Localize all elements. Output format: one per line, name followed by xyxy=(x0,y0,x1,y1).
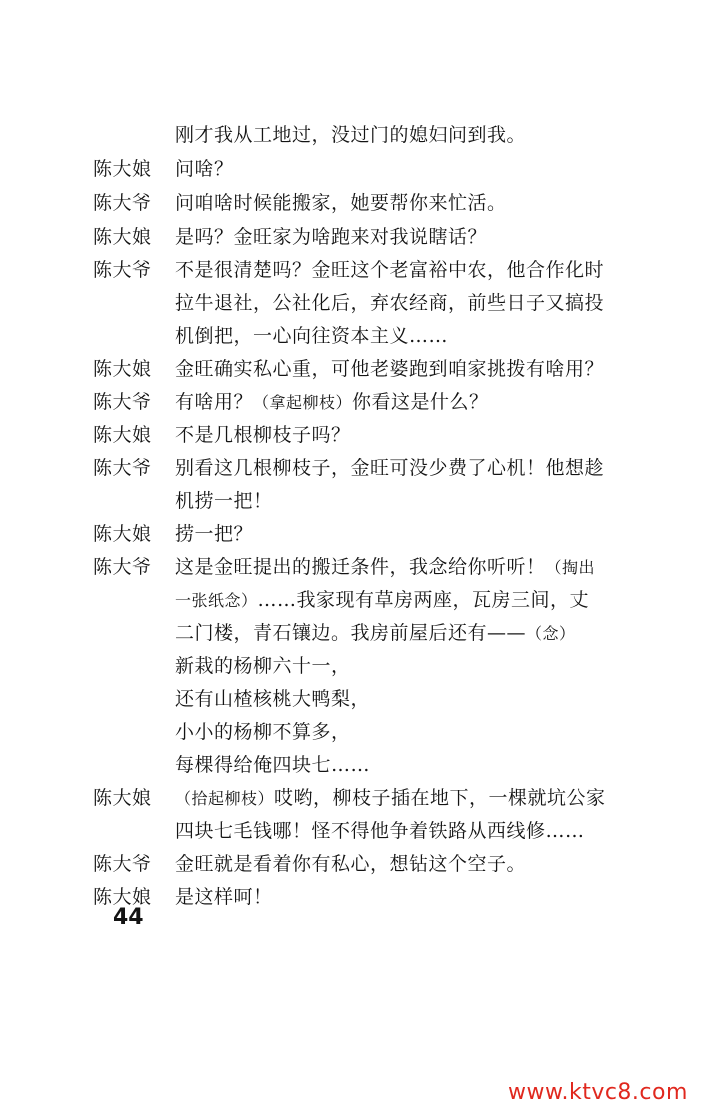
dialogue-line xyxy=(175,357,604,381)
dialogue-text: 机捞一把！ xyxy=(175,490,273,512)
dialogue-line xyxy=(175,123,526,147)
dialogue-text: 小小的杨柳不算多， xyxy=(175,721,351,743)
dialogue-text: 是吗？金旺家为啥跑来对我说瞎话？ xyxy=(175,226,488,248)
speaker-name: 陈大爷 xyxy=(93,457,152,479)
watermark-url: www.ktvc8.com xyxy=(508,1080,688,1105)
dialogue-line xyxy=(175,324,448,348)
speaker-name: 陈大爷 xyxy=(93,556,152,578)
stage-direction: （念） xyxy=(526,624,576,643)
dialogue-text: 不是很清楚吗？金旺这个老富裕中农，他合作化时 xyxy=(175,259,605,281)
speaker-name: 陈大娘 xyxy=(93,158,152,180)
dialogue-line xyxy=(175,852,526,876)
dialogue-line xyxy=(175,786,606,811)
speaker-name: 陈大爷 xyxy=(93,853,152,875)
dialogue-line xyxy=(175,390,489,415)
dialogue-text: 是这样呵！ xyxy=(175,886,273,908)
dialogue-line xyxy=(175,687,370,711)
dialogue-line xyxy=(175,621,576,646)
dialogue-text: 机倒把，一心向往资本主义…… xyxy=(175,325,449,347)
dialogue-text-continued: 哎哟，柳枝子插在地下，一棵就坑公家 xyxy=(274,787,606,809)
stage-direction: （拾起柳枝） xyxy=(175,789,275,808)
dialogue-line xyxy=(175,423,351,447)
dialogue-line xyxy=(175,157,234,181)
dialogue-line xyxy=(175,191,507,215)
speaker-name: 陈大娘 xyxy=(93,886,152,908)
speaker-name: 陈大娘 xyxy=(93,424,152,446)
dialogue-line xyxy=(175,588,589,613)
dialogue-text: 刚才我从工地过，没过门的媳妇问到我。 xyxy=(175,124,527,146)
speaker-name: 陈大娘 xyxy=(93,787,152,809)
speaker-name: 陈大爷 xyxy=(93,259,152,281)
dialogue-text: 问啥？ xyxy=(175,158,234,180)
page-number: 44 xyxy=(113,905,144,930)
speaker-name: 陈大娘 xyxy=(93,523,152,545)
dialogue-text: 有啥用？ xyxy=(175,391,254,413)
dialogue-line xyxy=(175,258,604,282)
dialogue-text: 不是几根柳枝子吗？ xyxy=(175,424,351,446)
dialogue-text: 问咱啥时候能搬家，她要帮你来忙活。 xyxy=(175,192,507,214)
dialogue-text: 每棵得给俺四块七…… xyxy=(175,754,371,776)
speaker-name: 陈大爷 xyxy=(93,192,152,214)
dialogue-text: 金旺就是看着你有私心，想钻这个空子。 xyxy=(175,853,527,875)
dialogue-line xyxy=(175,555,595,580)
dialogue-line xyxy=(175,291,604,315)
dialogue-text-continued: 你看这是什么？ xyxy=(352,391,489,413)
dialogue-line xyxy=(175,753,370,777)
dialogue-text: 还有山楂核桃大鸭梨， xyxy=(175,688,371,710)
dialogue-text: 二门楼，青石镶边。我房前屋后还有—— xyxy=(175,622,527,644)
dialogue-line xyxy=(175,489,273,513)
dialogue-text: 新栽的杨柳六十一， xyxy=(175,655,351,677)
dialogue-text: 这是金旺提出的搬迁条件，我念给你听听！ xyxy=(175,556,546,578)
stage-direction: 一张纸念） xyxy=(175,591,258,610)
dialogue-text: 别看这几根柳枝子，金旺可没少费了心机！他想趁 xyxy=(175,457,605,479)
speaker-name: 陈大爷 xyxy=(93,391,152,413)
dialogue-line xyxy=(175,522,253,546)
dialogue-line xyxy=(175,819,585,843)
stage-direction: （拿起柳枝） xyxy=(253,393,353,412)
stage-direction: （掏出 xyxy=(545,558,596,577)
dialogue-line xyxy=(175,654,351,678)
dialogue-line xyxy=(175,456,604,480)
dialogue-text-continued: ……我家现有草房两座，瓦房三间，丈 xyxy=(257,589,590,611)
dialogue-text: 拉牛退社，公社化后，弃农经商，前些日子又搞投 xyxy=(175,292,605,314)
speaker-name: 陈大娘 xyxy=(93,358,152,380)
speaker-name: 陈大娘 xyxy=(93,226,152,248)
dialogue-line xyxy=(175,720,351,744)
dialogue-text: 四块七毛钱哪！怪不得他争着铁路从西线修…… xyxy=(175,820,585,842)
dialogue-line xyxy=(175,225,487,249)
dialogue-text: 捞一把？ xyxy=(175,523,254,545)
dialogue-text: 金旺确实私心重，可他老婆跑到咱家挑拨有啥用？ xyxy=(175,358,605,380)
dialogue-line xyxy=(175,885,273,909)
